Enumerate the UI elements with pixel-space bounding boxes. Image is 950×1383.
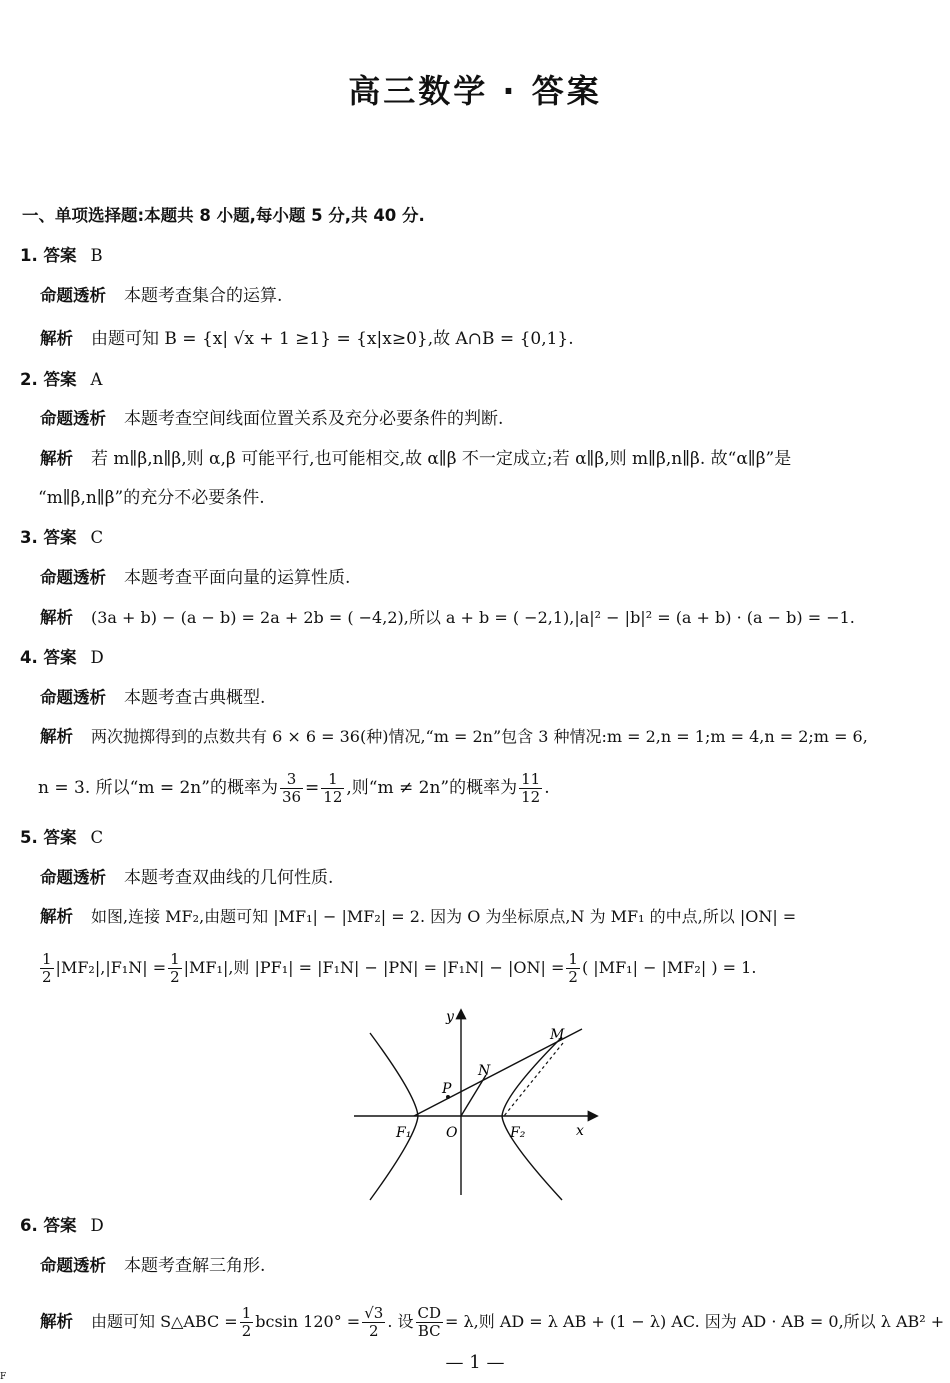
fraction: $\frac{1}{2}$	[170, 950, 180, 986]
label-y: y	[446, 1009, 454, 1025]
question-6-header: 6. 答案 D	[20, 1216, 104, 1235]
page-number: — 1 —	[445, 1352, 505, 1373]
label-x: x	[576, 1123, 584, 1139]
fraction: $\frac{11}{12}$	[521, 770, 541, 806]
corner-mark: F	[0, 1372, 7, 1382]
right-branch	[502, 1037, 562, 1200]
question-3-header: 3. 答案 C	[20, 528, 104, 547]
line-o-n	[461, 1075, 486, 1116]
question-number: 1.	[20, 246, 38, 265]
question-3-insight: 命题透析 本题考查平面向量的运算性质.	[40, 568, 351, 588]
question-2-header: 2. 答案 A	[20, 370, 103, 389]
question-4-header: 4. 答案 D	[20, 648, 104, 667]
answer-value: B	[90, 246, 103, 265]
question-2-analysis-cont: “m∥β,n∥β”的充分不必要条件.	[38, 488, 265, 508]
label-o: O	[446, 1125, 458, 1141]
section-heading: 一、单项选择题:本题共 8 小题,每小题 5 分,共 40 分.	[22, 206, 425, 225]
page-title: 高三数学 · 答案	[348, 72, 602, 110]
question-4-analysis: 解析 两次抛掷得到的点数共有 6 × 6 = 36(种)情况,“m = 2n”包含 3 种情况:m = 2,n = 1;m = 4,n = 2;m = 6,	[40, 727, 868, 746]
hyperbola-figure	[350, 1005, 610, 1205]
question-5-header: 5. 答案 C	[20, 828, 104, 847]
question-5-analysis-cont: $\frac{1}{2}$ |MF₂|,|F₁N| = $\frac{1}{2}$ |MF₁|,则 |PF₁| = |F₁N| − |PN| = |F₁N| − |ON| = $\frac{1}{2}$ ( |MF₁| − |MF₂| ) = 1.	[42, 950, 757, 986]
label-p: P	[442, 1081, 452, 1097]
question-3-analysis: 解析 (3a + b) − (a − b) = 2a + 2b = ( −4,2),所以 a + b = ( −2,1),|a|² − |b|² = (a + b) · (a − b) = −1.	[40, 608, 855, 627]
question-2-insight: 命题透析 本题考查空间线面位置关系及充分必要条件的判断.	[40, 409, 504, 429]
question-4-analysis-cont: n = 3. 所以“m = 2n”的概率为 $\frac{3}{36}$ = $\frac{1}{12}$ ,则“m ≠ 2n”的概率为 $\frac{11}{12}$ .	[38, 770, 550, 806]
fraction: $\frac{1}{12}$	[323, 770, 343, 806]
question-4-insight: 命题透析 本题考查古典概型.	[40, 688, 266, 708]
fraction: $\frac{CD}{BC}$	[417, 1304, 442, 1340]
question-2-analysis: 解析 若 m∥β,n∥β,则 α,β 可能平行,也可能相交,故 α∥β 不一定成立;若 α∥β,则 m∥β,n∥β. 故“α∥β”是	[40, 449, 792, 469]
label-f2: F₂	[510, 1125, 526, 1141]
fraction: $\frac{1}{2}$	[568, 950, 578, 986]
label-m: M	[550, 1027, 565, 1043]
fraction: $\frac{3}{36}$	[281, 770, 302, 806]
question-6-insight: 命题透析 本题考查解三角形.	[40, 1256, 266, 1276]
question-1-insight: 命题透析 本题考查集合的运算.	[40, 286, 283, 306]
fraction: $\frac{√3}{2}$	[364, 1304, 384, 1340]
question-1-header: 1. 答案 B	[20, 246, 103, 265]
label-f1: F₁	[396, 1125, 412, 1141]
question-1-analysis: 解析 由题可知 B = {x| √x + 1 ≥1} = {x|x≥0},故 A∩B = {0,1}.	[40, 329, 574, 349]
question-5-analysis: 解析 如图,连接 MF₂,由题可知 |MF₁| − |MF₂| = 2. 因为 O 为坐标原点,N 为 MF₁ 的中点,所以 |ON| =	[40, 907, 797, 926]
question-5-insight: 命题透析 本题考查双曲线的几何性质.	[40, 868, 334, 888]
question-6-analysis: 解析 由题可知 S△ABC = $\frac{1}{2}$ bcsin 120° = $\frac{√3}{2}$ . 设 $\frac{CD}{BC}$ = λ,则 AD = λ AB + (1 − λ) AC. 因为 AD · AB = 0,所以 λ AB² +	[40, 1304, 945, 1340]
fraction: $\frac{1}{2}$	[42, 950, 52, 986]
fraction: $\frac{1}{2}$	[241, 1304, 252, 1340]
label-n: N	[478, 1063, 491, 1079]
